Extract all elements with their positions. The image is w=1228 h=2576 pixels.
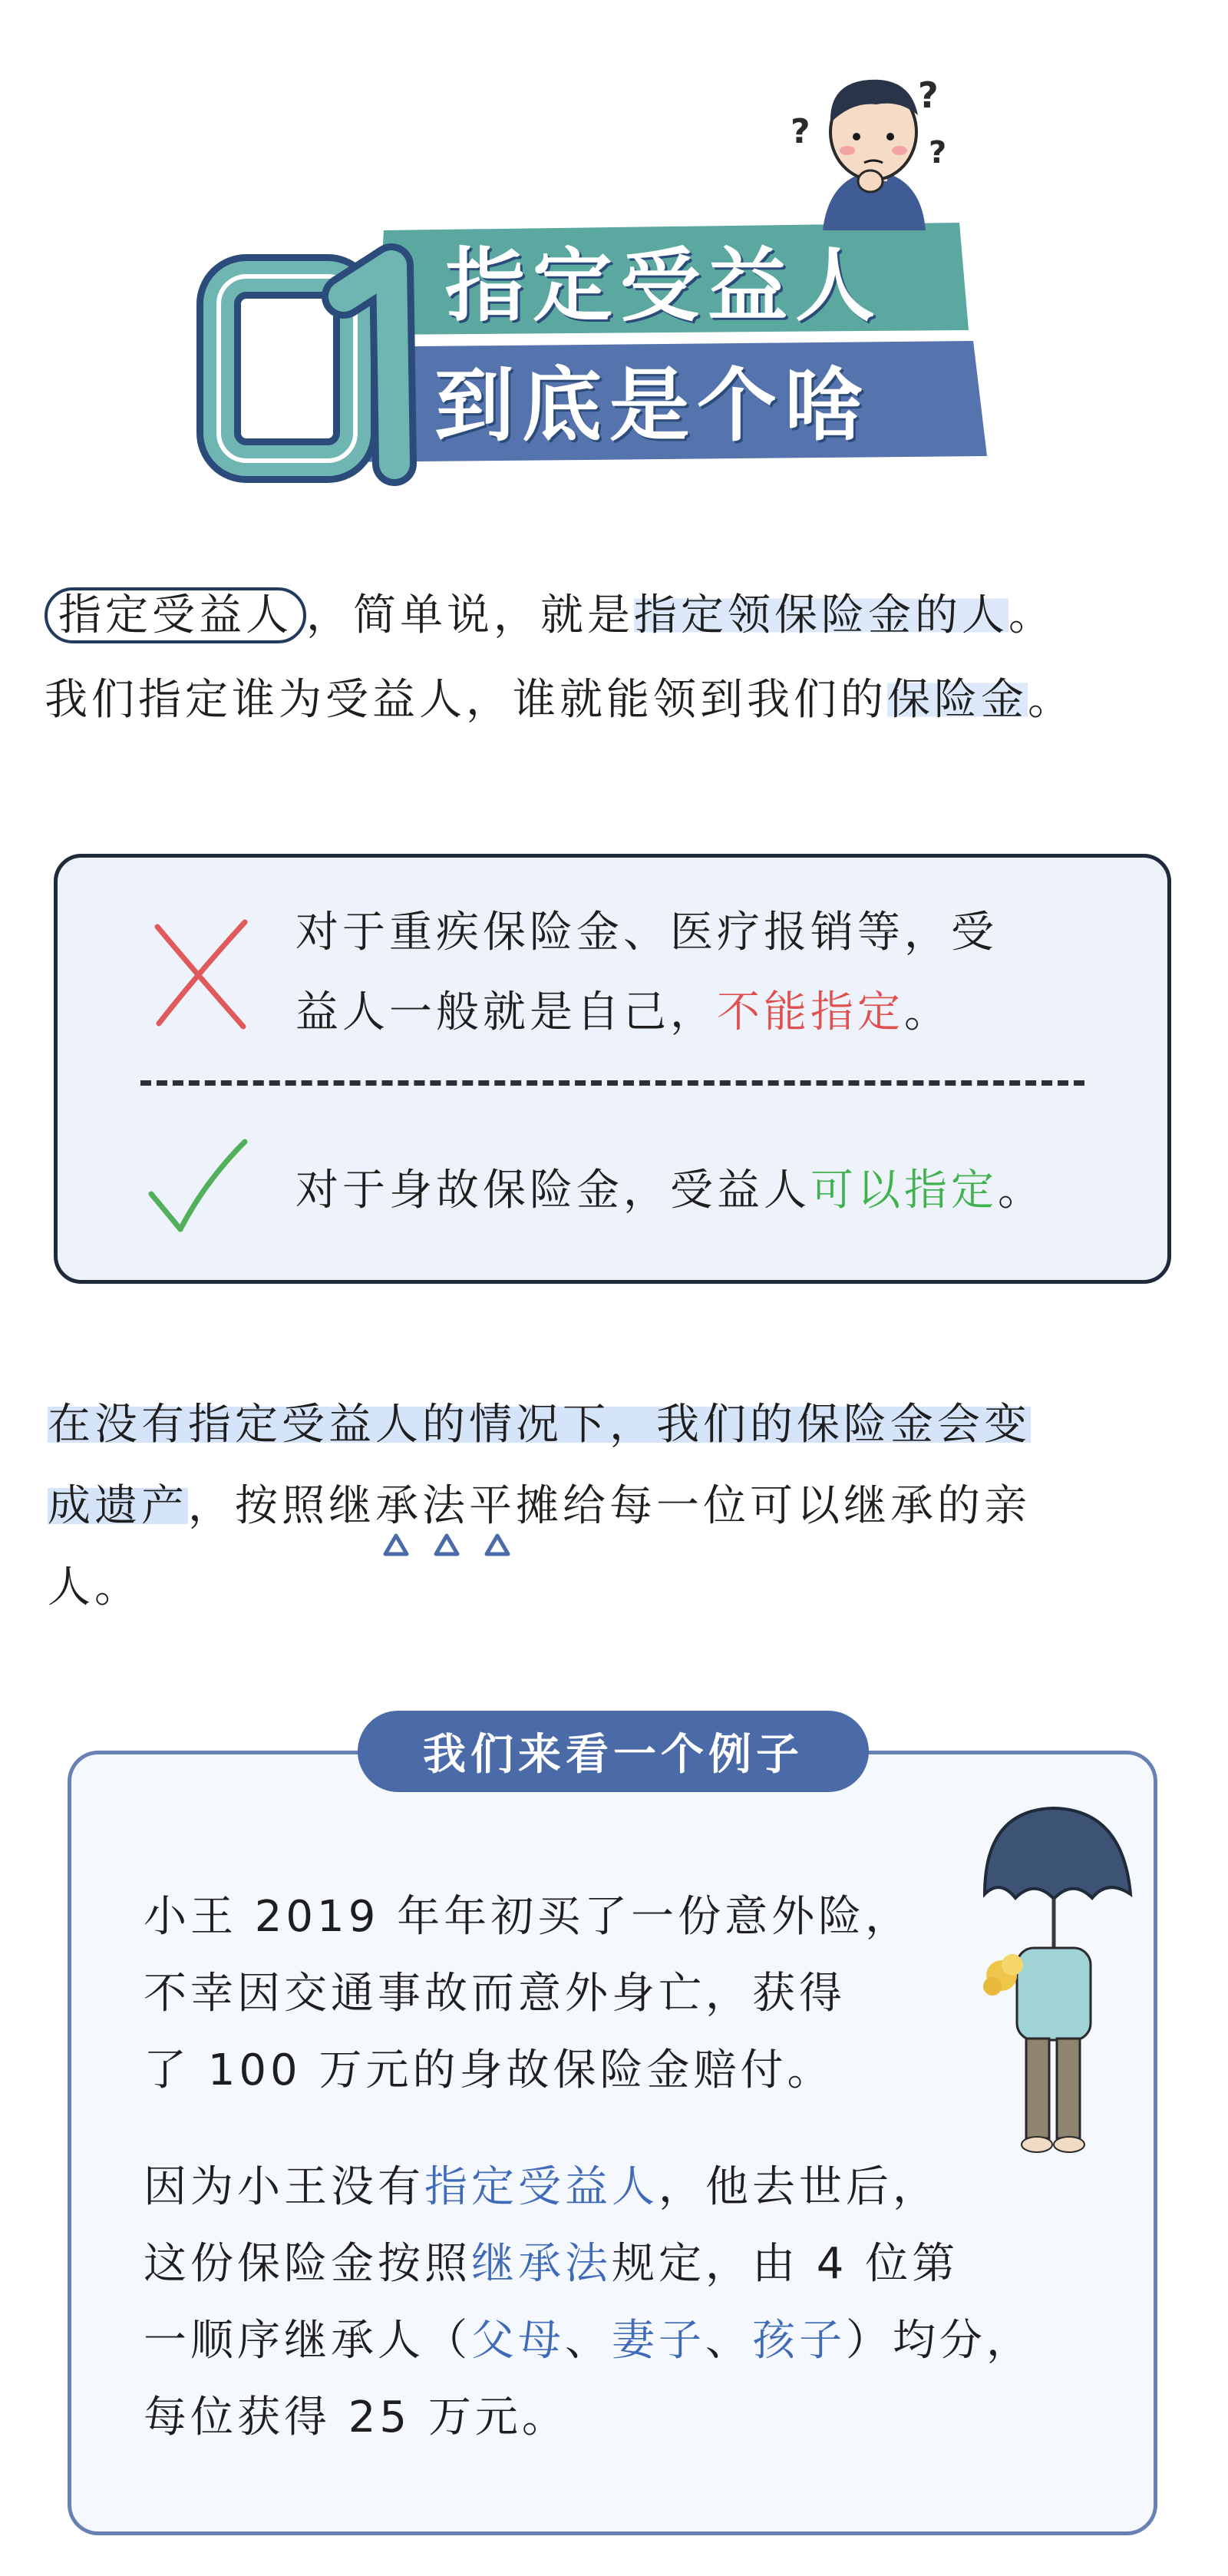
svg-text:?: ? [929, 135, 947, 170]
check-icon [144, 1136, 251, 1235]
comparison-card [54, 854, 1171, 1284]
svg-text:?: ? [918, 74, 939, 116]
no-text-line-1: 对于重疾保险金、医疗报销等，受 [295, 908, 998, 957]
example-p1-line-1: 小王 2019 年年初买了一份意外险， [144, 1892, 913, 1942]
intro-line-2: 我们指定谁为受益人，谁就能领到我们的保险金。 [45, 675, 1074, 725]
cannot-specify-emphasis: 不能指定 [717, 987, 904, 1037]
inherit-line-2: 成遗产，按照继承法平摊给每一位可以继承的亲 [48, 1481, 1031, 1531]
highlighted-phrase: 指定领保险金的人 [634, 590, 1008, 640]
cross-icon [144, 913, 259, 1036]
example-p1-line-2: 不幸因交通事故而意外身亡，获得 [144, 1969, 846, 2019]
thinking-man-illustration [791, 74, 946, 230]
highlighted-phrase: 保险金 [887, 675, 1028, 725]
example-p2-line-3: 一顺序继承人（父母、妻子、孩子）均分， [144, 2316, 1033, 2366]
marked-term: 继承法 [328, 1481, 469, 1531]
example-p1-line-3: 了 100 万元的身故保险金赔付。 [144, 2045, 834, 2095]
can-specify-emphasis: 可以指定 [810, 1166, 998, 1215]
dashed-divider [140, 1080, 1084, 1086]
circled-term: 指定受益人 [45, 587, 306, 643]
svg-text:?: ? [791, 112, 810, 151]
example-card [68, 1751, 1157, 2535]
example-p2-line-1: 因为小王没有指定受益人，他去世后， [144, 2162, 939, 2212]
title-line-2: 到底是个啥 [434, 359, 873, 452]
example-p2-line-2: 这份保险金按照继承法规定，由 4 位第 [144, 2239, 959, 2289]
inherit-line-1: 在没有指定受益人的情况下，我们的保险金会变 [48, 1400, 1031, 1450]
no-text-line-2: 益人一般就是自己，不能指定。 [295, 987, 951, 1037]
example-p2-line-4: 每位获得 25 万元。 [144, 2392, 569, 2442]
inherit-line-3: 人。 [48, 1562, 141, 1612]
title-line-1: 指定受益人 [445, 239, 883, 332]
example-badge: 我们来看一个例子 [358, 1711, 869, 1792]
intro-line-1: 指定受益人 ，简单说，就是指定领保险金的人。 [45, 573, 1055, 659]
emphasis-marks [375, 1529, 528, 1560]
yes-text: 对于身故保险金，受益人可以指定。 [295, 1166, 1045, 1215]
umbrella-person-illustration [969, 1794, 1146, 2163]
